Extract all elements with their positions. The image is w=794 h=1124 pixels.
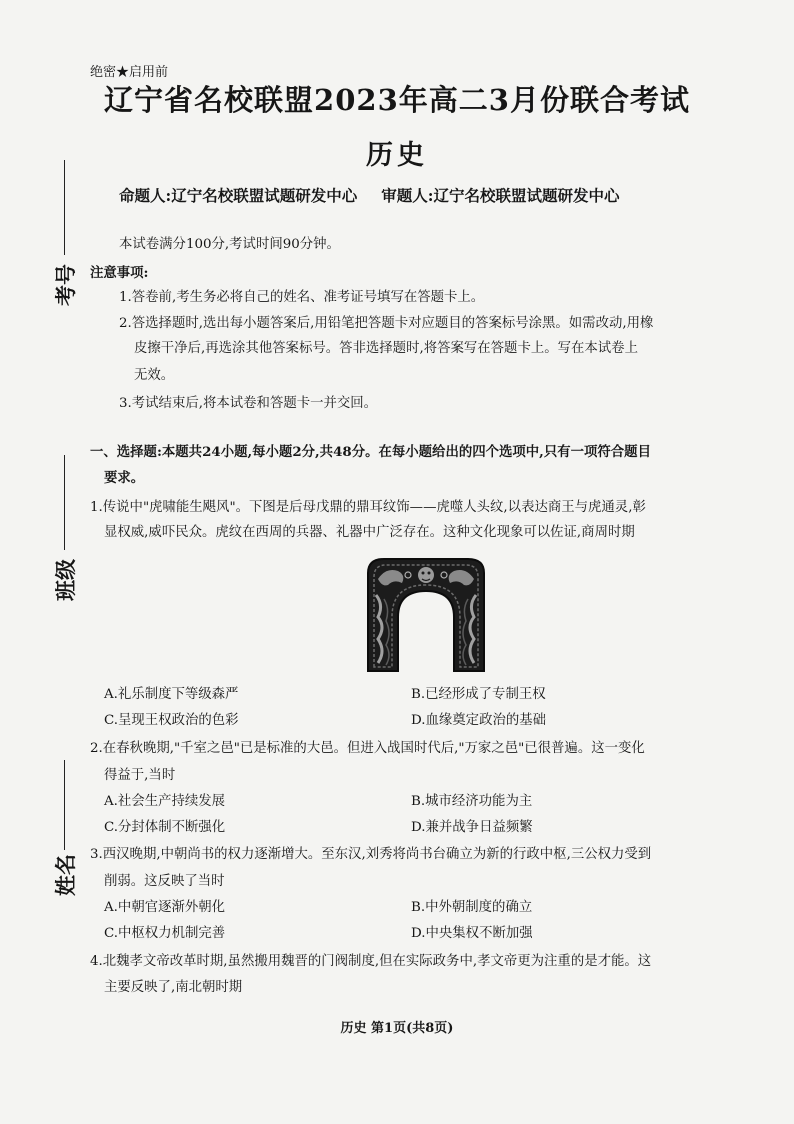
exam-no-field bbox=[30, 160, 80, 310]
q3-option-d: D.中央集权不断加强 bbox=[411, 926, 533, 941]
note-2-line-3: 无效。 bbox=[134, 368, 175, 383]
exam-no-line bbox=[64, 160, 65, 255]
q1-option-a: A.礼乐制度下等级森严 bbox=[104, 687, 239, 702]
q3-option-b: B.中外朝制度的确立 bbox=[411, 900, 533, 915]
name-label: 姓名 bbox=[54, 854, 78, 896]
notes-title: 注意事项: bbox=[90, 265, 149, 281]
section-heading-line-1: 一、选择题:本题共24小题,每小题2分,共48分。在每小题给出的四个选项中,只有一项符合题目 bbox=[90, 444, 651, 460]
q3-stem-line-2: 削弱。这反映了当时 bbox=[104, 874, 225, 889]
section-heading-line-2: 要求。 bbox=[104, 470, 145, 486]
q2-option-d: D.兼并战争日益频繁 bbox=[411, 820, 533, 835]
note-3: 3.考试结束后,将本试卷和答题卡一并交回。 bbox=[119, 396, 378, 411]
setter-label: 命题人:辽宁名校联盟试题研发中心 bbox=[119, 186, 358, 205]
note-1: 1.答卷前,考生务必将自己的姓名、准考证号填写在答题卡上。 bbox=[119, 290, 485, 305]
subject-title: 历史 bbox=[366, 140, 428, 171]
q3-option-a: A.中朝官逐渐外朝化 bbox=[104, 900, 226, 915]
q3-option-c: C.中枢权力机制完善 bbox=[104, 926, 226, 941]
exam-no-label: 考号 bbox=[54, 264, 78, 306]
score-time-text: 本试卷满分100分,考试时间90分钟。 bbox=[119, 237, 340, 252]
q2-stem-line-1: 2.在春秋晚期,"千室之邑"已是标准的大邑。但进入战国时代后,"万家之邑"已很普遍。这一变化 bbox=[90, 741, 645, 756]
class-line bbox=[64, 455, 65, 550]
class-label: 班级 bbox=[54, 559, 78, 601]
tiger-pattern-figure bbox=[362, 555, 490, 673]
note-2-line-2: 皮擦干净后,再选涂其他答案标号。答非选择题时,将答案写在答题卡上。写在本试卷上 bbox=[134, 341, 638, 356]
q1-option-d: D.血缘奠定政治的基础 bbox=[411, 713, 547, 728]
q1-stem-line-1: 1.传说中"虎啸能生飓风"。下图是后母戊鼎的鼎耳纹饰——虎噬人头纹,以表达商王与虎通灵,彰 bbox=[90, 500, 646, 515]
q1-stem-line-2: 显权威,威吓民众。虎纹在西周的兵器、礼器中广泛存在。这种文化现象可以佐证,商周时期 bbox=[104, 525, 635, 540]
q2-stem-line-2: 得益于,当时 bbox=[104, 768, 176, 783]
exam-title: 辽宁省名校联盟2023年高二3月份联合考试 bbox=[104, 83, 690, 117]
name-field bbox=[30, 760, 80, 900]
q3-stem-line-1: 3.西汉晚期,中朝尚书的权力逐渐增大。至东汉,刘秀将尚书台确立为新的行政中枢,三公权力受到 bbox=[90, 847, 652, 862]
class-field bbox=[30, 455, 80, 605]
q1-option-b: B.已经形成了专制王权 bbox=[411, 687, 546, 702]
page-footer: 历史 第1页(共8页) bbox=[340, 1021, 454, 1036]
q4-stem-line-2: 主要反映了,南北朝时期 bbox=[104, 980, 243, 995]
q1-option-c: C.呈现王权政治的色彩 bbox=[104, 713, 239, 728]
note-2-line-1: 2.答选择题时,选出每小题答案后,用铅笔把答题卡对应题目的答案标号涂黑。如需改动,用橡 bbox=[119, 316, 654, 331]
q4-stem-line-1: 4.北魏孝文帝改革时期,虽然搬用魏晋的门阀制度,但在实际政务中,孝文帝更为注重的是才能。这 bbox=[90, 954, 652, 969]
name-line bbox=[64, 760, 65, 850]
q2-option-b: B.城市经济功能为主 bbox=[411, 794, 533, 809]
reviewer-label: 审题人:辽宁名校联盟试题研发中心 bbox=[381, 186, 620, 205]
q2-option-c: C.分封体制不断强化 bbox=[104, 820, 226, 835]
q2-option-a: A.社会生产持续发展 bbox=[104, 794, 226, 809]
confidential-mark: 绝密★启用前 bbox=[90, 65, 169, 80]
authors-line bbox=[119, 184, 619, 206]
